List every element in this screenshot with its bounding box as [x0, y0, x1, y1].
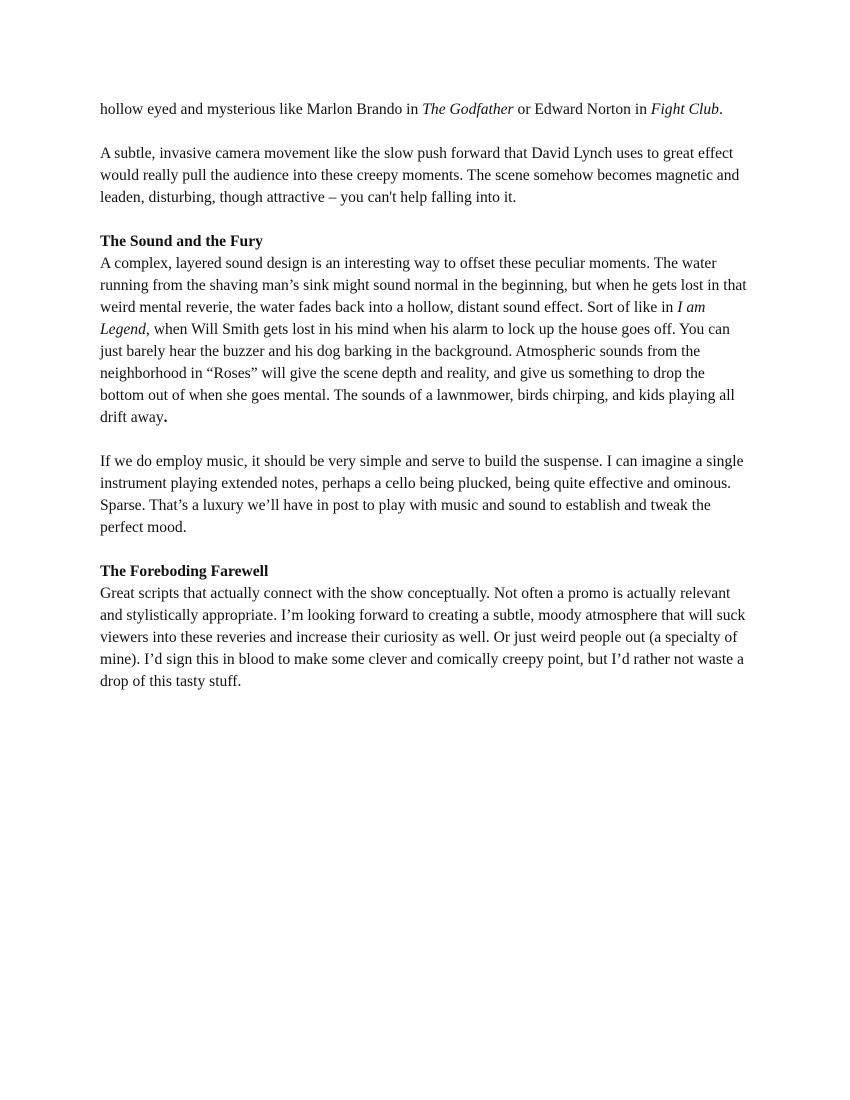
paragraph-text: Great scripts that actually connect with the show conceptually. Not often a promo is actually relevant and stylistically appropriate. I’m looking forward to creating a subtle, moody atmosphere that will suck viewers into these reveries and increase their curiosity as well. Or just weird people out (a specialty of mine). I’d sign this in blood to make some clever and comically creepy point, but I’d rather not waste a drop of this tasty stuff.	[100, 585, 746, 690]
paragraph-camera-movement: A subtle, invasive camera movement like the slow push forward that David Lynch uses to great effect would really pull the audience into these creepy moments. The scene somehow becomes magnetic and leaden, disturbing, though attractive – you can't help falling into it.	[100, 145, 740, 206]
film-title-fight-club: Fight Club	[650, 101, 719, 118]
paragraph-godfather	[100, 99, 752, 121]
paragraph-text: .	[718, 101, 723, 118]
section-foreboding-farewell	[100, 561, 752, 693]
bold-period: .	[163, 409, 168, 426]
section-sound-and-fury	[100, 231, 752, 429]
paragraph-text: , when Will Smith gets lost in his mind when his alarm to lock up the house goes off. You can just barely hear the buzzer and his dog barking in the background. Atmospheric sounds from the neighborhood in “Roses” will give the scene depth and reality, and give us something to drop the bottom out of when she goes mental. The sounds of a lawnmower, birds chirping, and kids playing all drift away	[100, 321, 735, 426]
section-heading-farewell: The Foreboding Farewell	[100, 563, 269, 580]
film-title-godfather: The Godfather	[422, 101, 514, 118]
paragraph-text: or Edward Norton in	[513, 101, 651, 118]
section-heading-sound: The Sound and the Fury	[100, 233, 263, 250]
paragraph-text: hollow eyed and mysterious like Marlon Brando in	[100, 101, 423, 118]
film-title-i-am-legend: I am Legend	[100, 299, 706, 338]
paragraph-text: A complex, layered sound design is an interesting way to offset these peculiar moments. The water running from the shaving man’s sink might sound normal in the beginning, but when he gets lost in that weird mental reverie, the water fades back into a hollow, distant sound effect. Sort of like in	[100, 255, 747, 316]
paragraph-music: If we do employ music, it should be very simple and serve to build the suspense. I can imagine a single instrument playing extended notes, perhaps a cello being plucked, being quite effective and ominous. Sparse. That’s a luxury we’ll have in post to play with music and sound to establish and tweak the perfect mood.	[100, 453, 744, 536]
document-page	[100, 99, 752, 693]
